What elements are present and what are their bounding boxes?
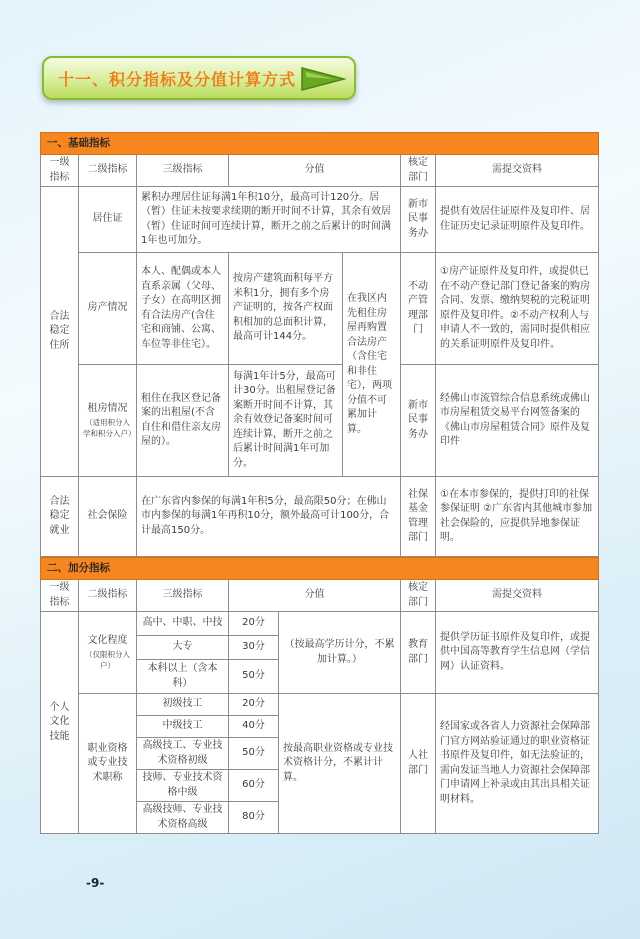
education-item-name: 本科以上（含本科） (137, 660, 229, 694)
vocational-item-score: 20分 (229, 694, 279, 716)
education-level2: 文化程度 (87, 635, 128, 647)
rent-materials: 经佛山市流管综合信息系统或佛山市房屋租赁交易平台网签备案的《佛山市房屋租赁合同》原件及复印件 (436, 365, 599, 477)
header2-dept: 核定部门 (401, 580, 436, 612)
vocational-item-score: 80分 (229, 802, 279, 834)
social-level2: 社会保险 (79, 477, 137, 557)
section1-header (41, 133, 599, 155)
education-level2-cell (79, 612, 137, 694)
section1-column-headers (41, 155, 599, 187)
rent-level2-cell (79, 365, 137, 477)
house-score: 按房产建筑面积每平方米积1分，拥有多个房产证明的，按各产权面积相加的总面积计算，最高可计144分。 (229, 253, 343, 365)
banner-title: 十一、积分指标及分值计算方式 (58, 70, 297, 89)
education-item-score: 20分 (229, 612, 279, 636)
header-dept: 核定部门 (401, 155, 436, 187)
vocational-item-name: 高级技师、专业技术资格高级 (137, 802, 229, 834)
header-level3: 三级指标 (137, 155, 229, 187)
rent-level2: 租房情况 (87, 403, 128, 415)
education-note: （按最高学历计分，不累加计算。） (279, 612, 401, 694)
table-row-residence-permit (41, 187, 599, 253)
section2-title: 二、加分指标 (41, 558, 599, 580)
house-level3: 本人、配偶或本人直系亲属（父母、子女）在高明区拥有合法房产(含住宅和商铺、公寓、车位等非住宅）。 (137, 253, 229, 365)
house-rent-note: 在我区内先租住房屋再购置合法房产（含住宅和非住宅），两项分值不可累加计算。 (343, 253, 401, 477)
vocational-dept: 人社部门 (401, 694, 436, 834)
header2-level1: 一级指标 (41, 580, 79, 612)
education-item-name: 高中、中职、中技 (137, 612, 229, 636)
education-materials: 提供学历证书原件及复印件，或提供中国高等教育学生信息网（学信网）认证资料。 (436, 612, 599, 694)
score-table-sheet (40, 132, 598, 834)
group-legal-employment: 合法稳定就业 (41, 477, 79, 557)
vocational-item-name: 技师、专业技术资格中级 (137, 770, 229, 802)
section1-title: 一、基础指标 (41, 133, 599, 155)
section-banner (42, 56, 356, 100)
vocational-materials: 经国家或各省人力资源社会保障部门官方网站验证通过的职业资格证书原件及复印件，如无法验证的，需向发证当地人力资源社会保障部门申请网上补录或由其出具相关证明材料。 (436, 694, 599, 834)
table-row-social-insurance (41, 477, 599, 557)
table-row-property (41, 253, 599, 365)
play-arrow-icon (300, 66, 346, 92)
vocational-level2: 职业资格或专业技术职称 (79, 694, 137, 834)
table-row-education-1 (41, 612, 599, 636)
vocational-item-name: 高级技工、专业技术资格初级 (137, 738, 229, 770)
education-item-score: 50分 (229, 660, 279, 694)
basic-indicators-table (40, 132, 599, 557)
section2-header (41, 558, 599, 580)
vocational-item-name: 中级技工 (137, 716, 229, 738)
page-number: -9- (86, 876, 105, 890)
education-item-score: 30分 (229, 636, 279, 660)
group-legal-residence: 合法稳定住所 (41, 187, 79, 477)
vocational-item-score: 50分 (229, 738, 279, 770)
house-level2: 房产情况 (79, 253, 137, 365)
permit-level2: 居住证 (79, 187, 137, 253)
table-row-vocational-1 (41, 694, 599, 716)
permit-dept: 新市民事务办 (401, 187, 436, 253)
vocational-item-score: 60分 (229, 770, 279, 802)
education-item-name: 大专 (137, 636, 229, 660)
header-materials: 需提交资料 (436, 155, 599, 187)
permit-materials: 提供有效居住证原件及复印件、居住证历史记录证明原件及复印件。 (436, 187, 599, 253)
header-level2: 二级指标 (79, 155, 137, 187)
header-level1: 一级指标 (41, 155, 79, 187)
vocational-item-name: 初级技工 (137, 694, 229, 716)
education-level2-note: （仅限积分入户） (85, 649, 130, 670)
vocational-item-score: 40分 (229, 716, 279, 738)
house-materials: ①房产证原件及复印件，或提供已在不动产登记部门登记备案的购房合同、发票、缴纳契税的完税证明原件及复印件。②不动产权利人与申请人不一致的，需同时提供相应的关系证明原件及复印件。 (436, 253, 599, 365)
rent-score: 每满1年计5分，最高可计30分。出租屋登记备案断开时间不计算，其余有效登记备案时间可连续计算，断开之前之后累计时间满1年可加分。 (229, 365, 343, 477)
permit-score: 累积办理居住证每满1年积10分，最高可计120分。居（暂）住证未按要求续期的断开时间不计算，其余有效居（暂）住证时间可连续计算，断开之前之后累计的时间满1年也可加分。 (137, 187, 401, 253)
table-row-rental (41, 365, 599, 477)
social-score: 在广东省内参保的每满1年积5分，最高限50分；在佛山市内参保的每满1年再积10分，额外最高可计100分，合计最高150分。 (137, 477, 401, 557)
social-dept: 社保基金管理部门 (401, 477, 436, 557)
bonus-indicators-table (40, 557, 599, 834)
header2-score: 分值 (229, 580, 401, 612)
rent-dept: 新市民事务办 (401, 365, 436, 477)
header2-level3: 三级指标 (137, 580, 229, 612)
social-materials: ①在本市参保的，提供打印的社保参保证明 ②广东省内其他城市参加社会保险的，应提供异地参保证明。 (436, 477, 599, 557)
header2-level2: 二级指标 (79, 580, 137, 612)
house-dept: 不动产管理部门 (401, 253, 436, 365)
header2-materials: 需提交资料 (436, 580, 599, 612)
section2-column-headers (41, 580, 599, 612)
vocational-note: 按最高职业资格或专业技术资格计分，不累计计算。 (279, 694, 401, 834)
group-personal-skills: 个人文化技能 (41, 612, 79, 834)
rent-level2-note: （适用积分入学和积分入户） (83, 417, 136, 438)
rent-level3: 租住在我区登记备案的出租屋(不含自住和借住亲友房屋的）。 (137, 365, 229, 477)
header-score: 分值 (229, 155, 401, 187)
education-dept: 教育部门 (401, 612, 436, 694)
